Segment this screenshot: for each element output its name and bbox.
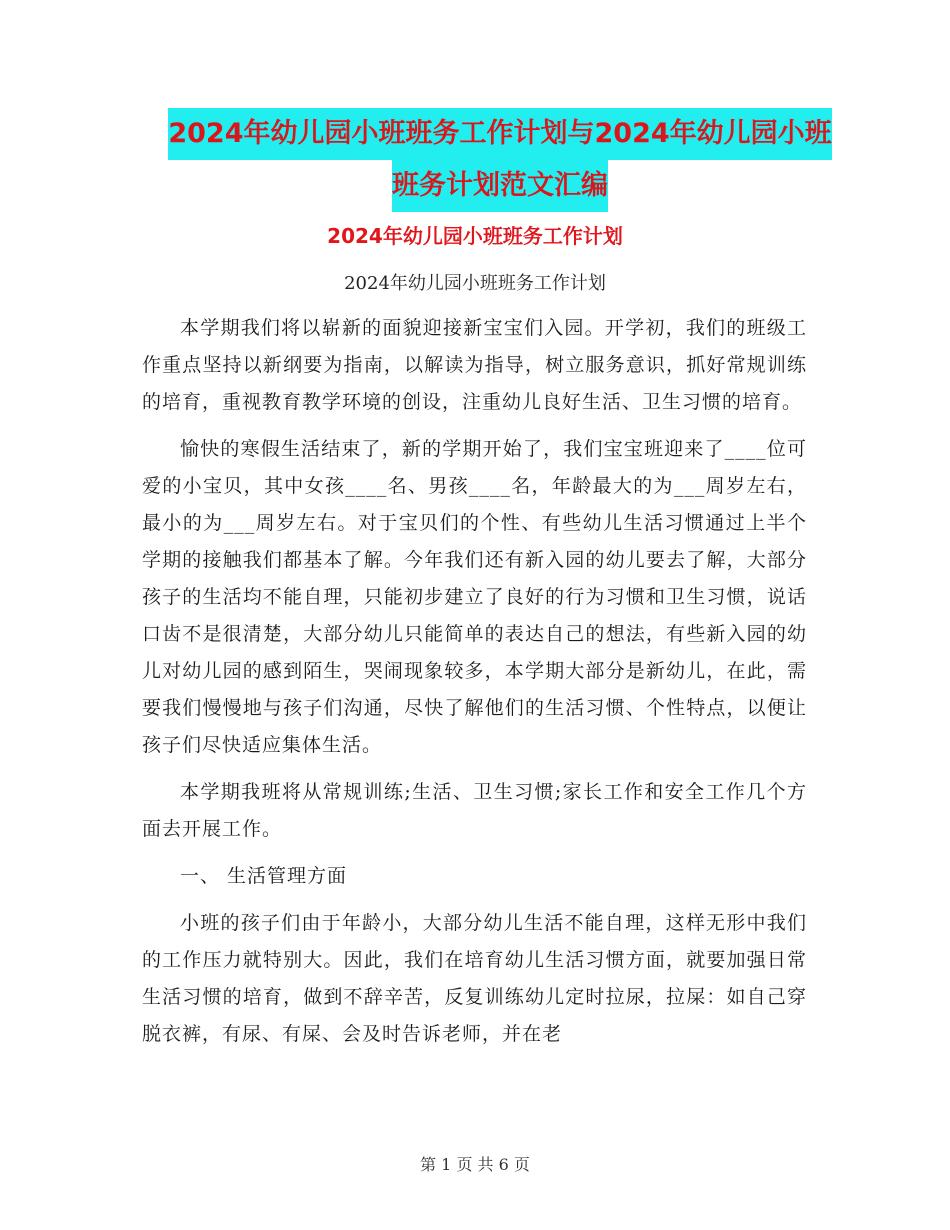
- section-title: 2024年幼儿园小班班务工作计划: [327, 224, 623, 248]
- section-heading: 一、 生活管理方面: [180, 865, 348, 887]
- paragraph: 小班的孩子们由于年龄小，大部分幼儿生活不能自理，这样无形中我们的工作压力就特别大。因此，我们在培育幼儿生活习惯方面，就要加强日常生活习惯的培育，做到不辞辛苦，反复训练幼儿定时拉尿，拉屎：如自己穿脱衣裤，有尿、有屎、会及时告诉老师，并在老: [142, 912, 807, 1045]
- document-body: [142, 310, 807, 1063]
- page-footer: 第 1 页 共 6 页: [420, 1155, 530, 1174]
- document-title: [140, 108, 860, 212]
- section-subtitle: 2024年幼儿园小班班务工作计划: [344, 273, 606, 294]
- paragraph: 本学期我班将从常规训练;生活、卫生习惯;家长工作和安全工作几个方面去开展工作。: [142, 781, 807, 840]
- title-line-2: 班务计划范文汇编: [392, 160, 608, 212]
- paragraph: 本学期我们将以崭新的面貌迎接新宝宝们入园。开学初，我们的班级工作重点坚持以新纲要为指南，以解读为指导，树立服务意识，抓好常规训练的培育，重视教育教学环境的创设，注重幼儿良好生活、卫生习惯的培育。: [142, 317, 807, 413]
- title-line-1: 2024年幼儿园小班班务工作计划与2024年幼儿园小班: [168, 108, 831, 160]
- paragraph: 愉快的寒假生活结束了，新的学期开始了，我们宝宝班迎来了____位可爱的小宝贝，其中女孩____名、男孩____名，年龄最大的为___周岁左右，最小的为___周岁左右。对于宝贝们的个性、有些幼儿生活习惯通过上半个学期的接触我们都基本了解。今年我们还有新入园的幼儿要去了解，大部分孩子的生活均不能自理，只能初步建立了良好的行为习惯和卫生习惯，说话口齿不是很清楚，大部分幼儿只能简单的表达自己的想法，有些新入园的幼儿对幼儿园的感到陌生，哭闹现象较多，本学期大部分是新幼儿，在此，需要我们慢慢地与孩子们沟通，尽快了解他们的生活习惯、个性特点，以便让孩子们尽快适应集体生活。: [142, 438, 807, 756]
